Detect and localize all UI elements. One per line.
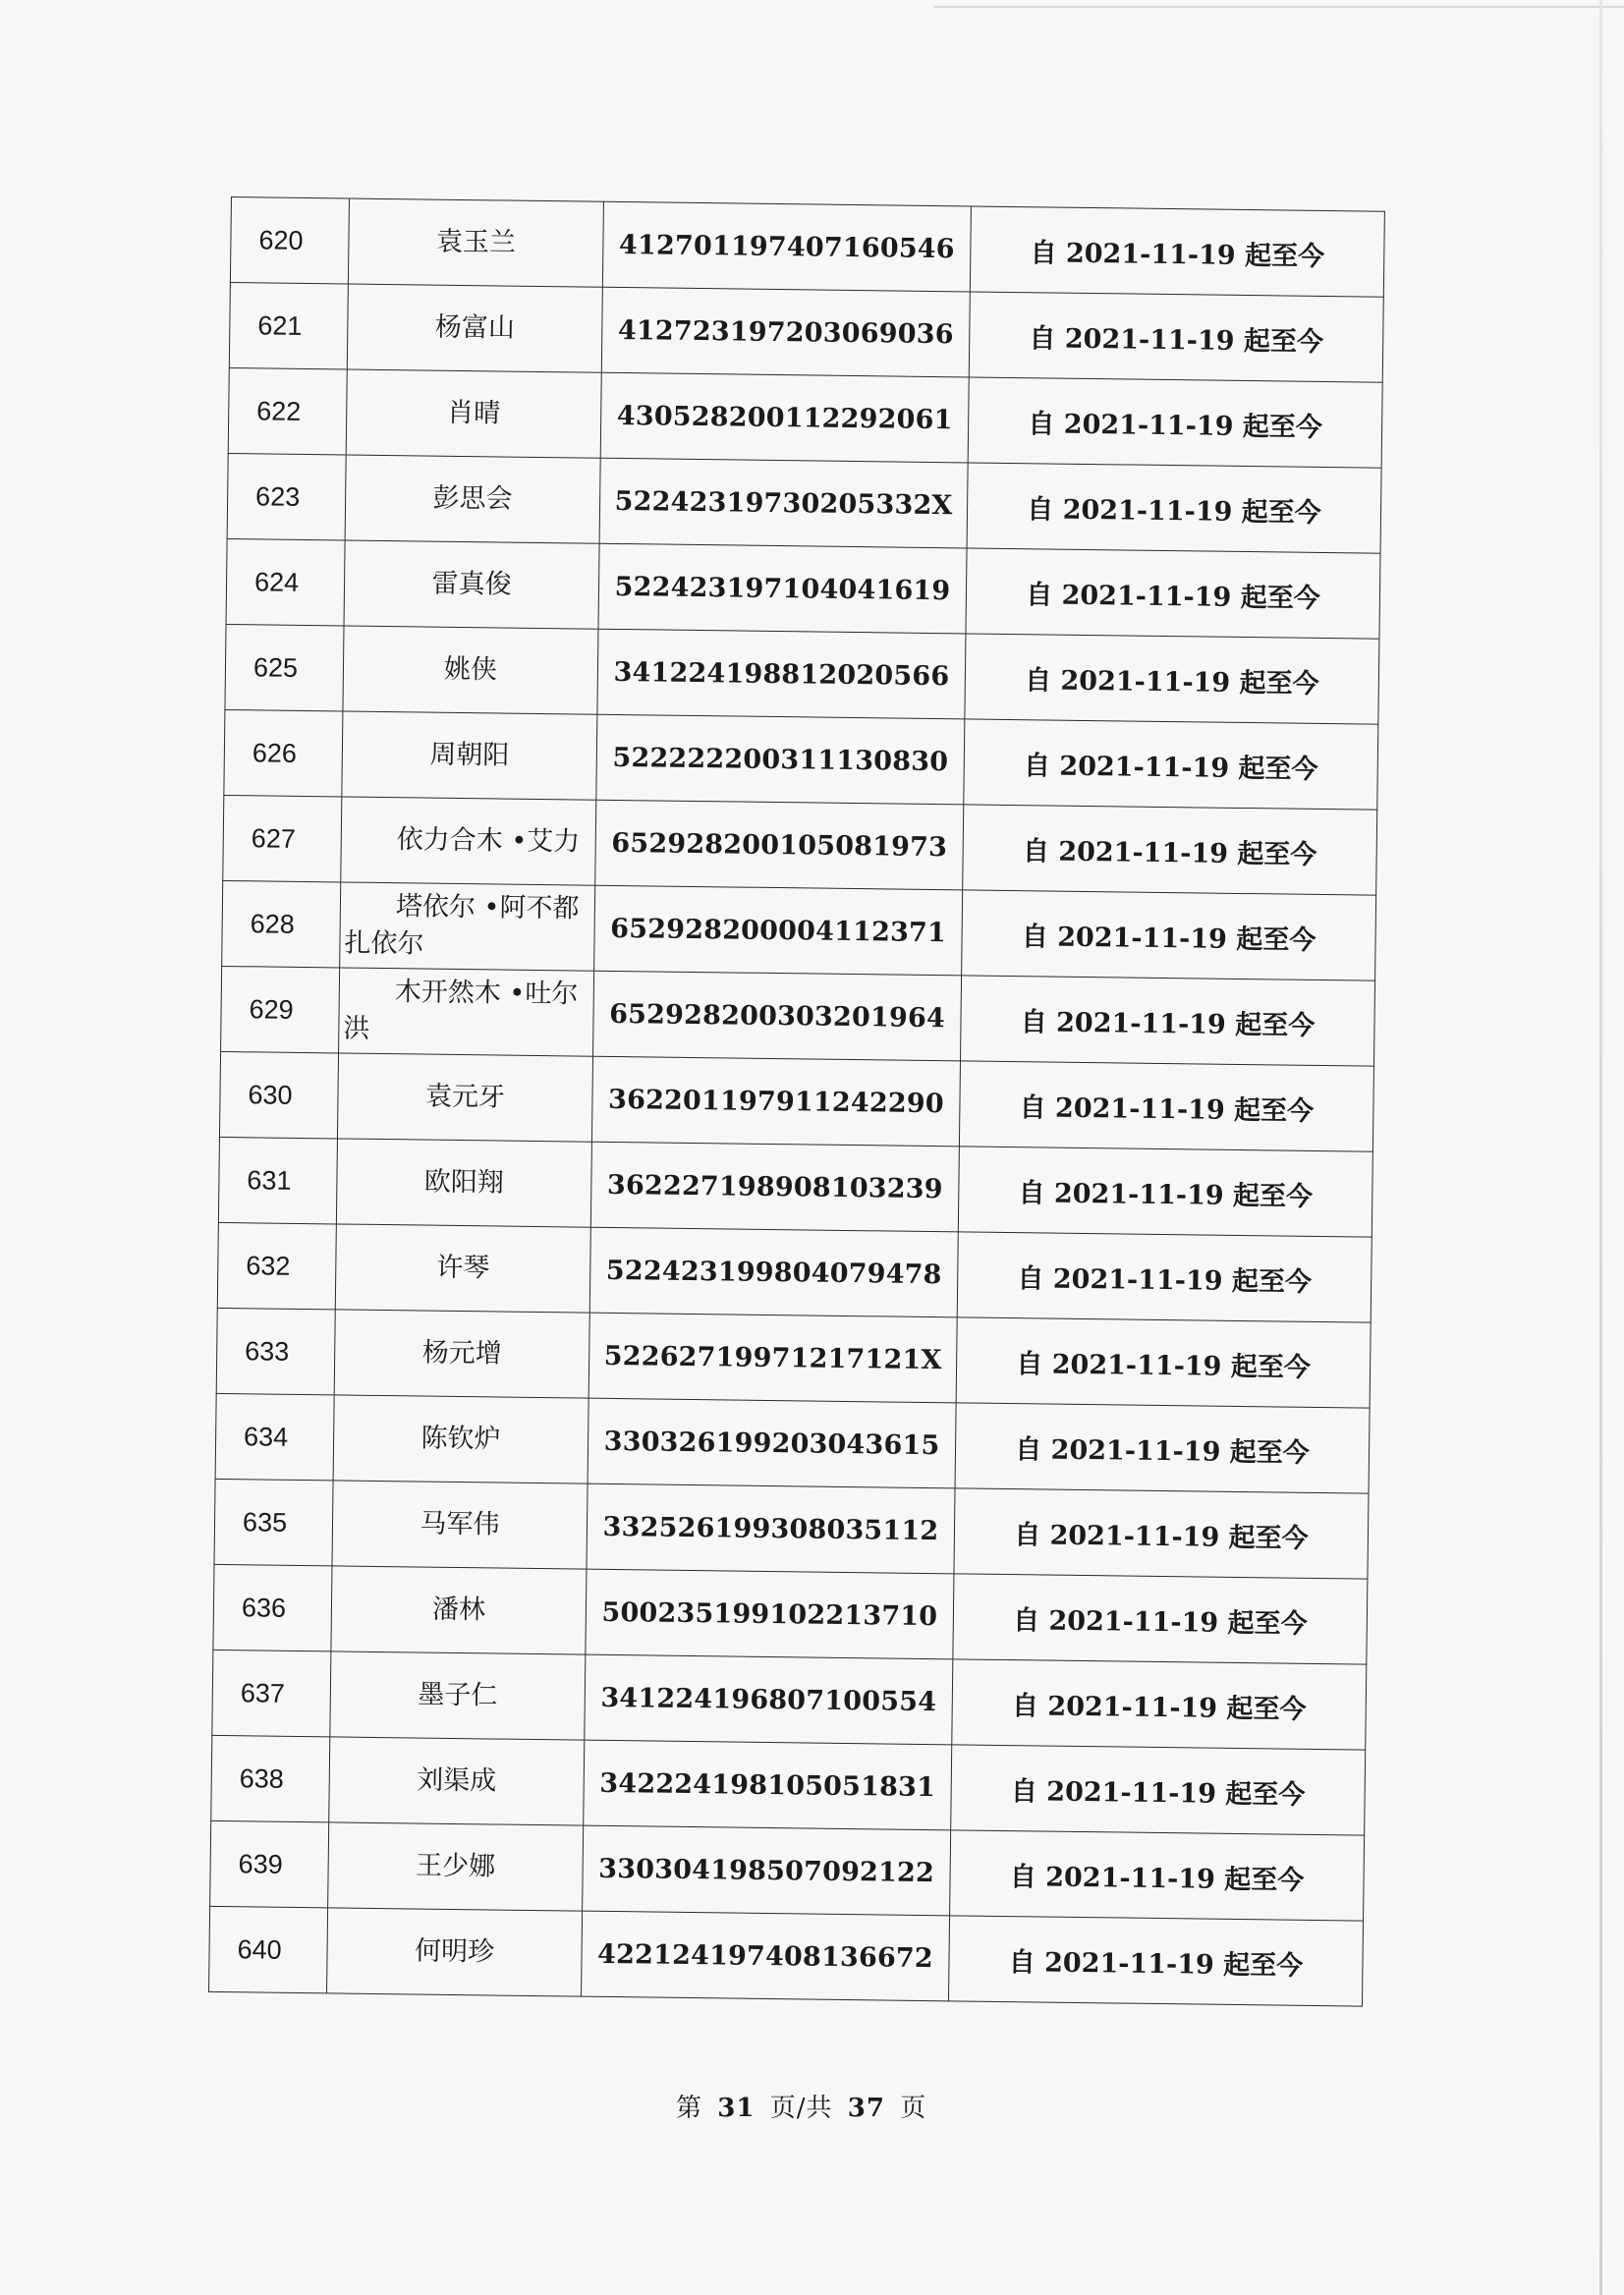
name-cell: 袁玉兰: [348, 198, 603, 287]
name-cell: 墨子仁: [330, 1651, 586, 1740]
name-cell: 欧阳翔: [336, 1139, 591, 1227]
personnel-table-body: [209, 197, 1385, 2007]
period-cell: 自 2021-11-19 起至今: [958, 1147, 1372, 1237]
table-row: [227, 453, 1381, 553]
row-number-cell: 625: [225, 624, 344, 711]
id-number-cell: 330326199203043615: [588, 1398, 956, 1488]
table-row: [224, 709, 1378, 810]
name-cell: 刘渠成: [329, 1737, 585, 1825]
period-cell: 自 2021-11-19 起至今: [955, 1403, 1370, 1493]
scan-edge-top: [933, 6, 1624, 8]
period-cell: 自 2021-11-19 起至今: [966, 548, 1380, 639]
name-cell: 许琴: [335, 1224, 590, 1313]
name-cell: 雷真俊: [344, 540, 599, 629]
period-cell: 自 2021-11-19 起至今: [948, 1916, 1363, 2006]
id-number-cell: 522423199804079478: [589, 1227, 958, 1317]
table-row: [216, 1308, 1371, 1408]
row-number-cell: 631: [218, 1137, 337, 1224]
table-row: [212, 1650, 1367, 1750]
id-number-cell: 52262719971217121X: [588, 1313, 957, 1403]
id-number-cell: 430528200112292061: [600, 372, 969, 463]
period-cell: 自 2021-11-19 起至今: [952, 1659, 1367, 1750]
table-row: [210, 1820, 1365, 1921]
table-row: [214, 1479, 1369, 1579]
table-row: [209, 1906, 1364, 2006]
table-row: [213, 1564, 1368, 1664]
period-cell: 自 2021-11-19 起至今: [956, 1317, 1371, 1408]
name-cell: 马军伟: [332, 1481, 588, 1569]
period-cell: 自 2021-11-19 起至今: [951, 1745, 1366, 1835]
id-number-cell: 652928200303201964: [593, 971, 962, 1061]
row-number-cell: 628: [222, 880, 341, 968]
footer-current-page: 31: [717, 2094, 756, 2123]
row-number-cell: 635: [214, 1479, 333, 1566]
name-cell: 杨富山: [347, 284, 602, 372]
row-number-cell: 627: [223, 795, 342, 882]
name-cell: 陈钦炉: [333, 1395, 588, 1483]
name-cell: 彭思会: [345, 455, 600, 543]
name-cell: 潘林: [331, 1566, 587, 1654]
row-number-cell: 622: [228, 367, 347, 455]
id-number-cell: 362201197911242290: [591, 1056, 960, 1147]
id-number-cell: 522423197104041619: [598, 543, 967, 634]
period-cell: 自 2021-11-19 起至今: [968, 377, 1382, 468]
footer-total-pages: 37: [847, 2094, 885, 2123]
id-number-cell: 412723197203069036: [601, 287, 970, 377]
page-footer: [676, 2088, 926, 2124]
table-row: [226, 538, 1380, 639]
row-number-cell: 626: [224, 709, 343, 797]
row-number-cell: 638: [211, 1735, 330, 1822]
period-cell: 自 2021-11-19 起至今: [959, 1061, 1373, 1151]
name-cell: 姚侠: [343, 626, 598, 714]
period-cell: 自 2021-11-19 起至今: [969, 292, 1383, 382]
period-cell: 自 2021-11-19 起至今: [961, 976, 1375, 1066]
id-number-cell: 52242319730205332X: [599, 458, 968, 548]
table-row: [225, 624, 1379, 724]
row-number-cell: 633: [216, 1308, 335, 1395]
name-cell: 杨元增: [334, 1310, 589, 1398]
period-cell: 自 2021-11-19 起至今: [953, 1574, 1368, 1664]
name-cell: 木开然木 •吐尔洪: [339, 968, 594, 1056]
row-number-cell: 634: [215, 1393, 334, 1481]
row-number-cell: 629: [221, 966, 340, 1053]
table-row: [218, 1137, 1372, 1237]
table-row: [230, 197, 1384, 298]
id-number-cell: 522222200311130830: [596, 714, 965, 805]
document-sheet: [208, 196, 1385, 2007]
row-number-cell: 620: [230, 197, 349, 285]
period-cell: 自 2021-11-19 起至今: [954, 1488, 1369, 1579]
period-cell: 自 2021-11-19 起至今: [970, 206, 1384, 297]
id-number-cell: 342224198105051831: [584, 1740, 952, 1830]
id-number-cell: 652928200105081973: [595, 800, 964, 890]
period-cell: 自 2021-11-19 起至今: [957, 1232, 1372, 1322]
period-cell: 自 2021-11-19 起至今: [967, 463, 1381, 553]
table-row: [228, 367, 1382, 468]
table-row: [211, 1735, 1366, 1835]
name-cell: 塔依尔 •阿不都扎依尔: [340, 882, 595, 971]
id-number-cell: 362227198908103239: [590, 1142, 959, 1232]
personnel-table: [208, 196, 1385, 2007]
table-row: [219, 1051, 1373, 1151]
id-number-cell: 341224198812020566: [597, 629, 966, 719]
scan-edge-right: [1599, 0, 1602, 2295]
name-cell: 依力合木 •艾力: [341, 797, 596, 885]
table-row: [221, 966, 1375, 1066]
name-cell: 周朝阳: [342, 711, 597, 800]
table-row: [223, 795, 1377, 895]
id-number-cell: 330304198507092122: [583, 1825, 951, 1916]
name-cell: 袁元牙: [337, 1053, 592, 1142]
row-number-cell: 621: [229, 282, 348, 369]
footer-prefix: 第: [676, 2094, 703, 2123]
row-number-cell: 639: [210, 1820, 329, 1908]
id-number-cell: 341224196807100554: [585, 1654, 953, 1745]
footer-suffix: 页: [900, 2094, 927, 2123]
row-number-cell: 632: [217, 1222, 336, 1310]
id-number-cell: 652928200004112371: [594, 885, 963, 976]
period-cell: 自 2021-11-19 起至今: [950, 1830, 1365, 1921]
row-number-cell: 637: [212, 1650, 331, 1737]
id-number-cell: 332526199308035112: [587, 1483, 955, 1574]
row-number-cell: 623: [227, 453, 346, 540]
id-number-cell: 412701197407160546: [602, 201, 971, 292]
period-cell: 自 2021-11-19 起至今: [965, 634, 1379, 724]
row-number-cell: 636: [213, 1564, 332, 1651]
table-row: [229, 282, 1383, 382]
period-cell: 自 2021-11-19 起至今: [963, 805, 1377, 895]
table-row: [215, 1393, 1370, 1493]
id-number-cell: 422124197408136672: [582, 1911, 950, 2001]
row-number-cell: 630: [219, 1051, 338, 1139]
period-cell: 自 2021-11-19 起至今: [962, 890, 1376, 980]
table-row: [222, 880, 1376, 980]
id-number-cell: 500235199102213710: [586, 1569, 954, 1659]
table-row: [217, 1222, 1372, 1322]
name-cell: 肖晴: [346, 369, 601, 458]
footer-middle: 页/共: [769, 2094, 833, 2123]
row-number-cell: 624: [226, 538, 345, 626]
row-number-cell: 640: [209, 1906, 328, 1993]
period-cell: 自 2021-11-19 起至今: [964, 719, 1378, 810]
name-cell: 何明珍: [327, 1908, 583, 1996]
name-cell: 王少娜: [328, 1822, 584, 1911]
